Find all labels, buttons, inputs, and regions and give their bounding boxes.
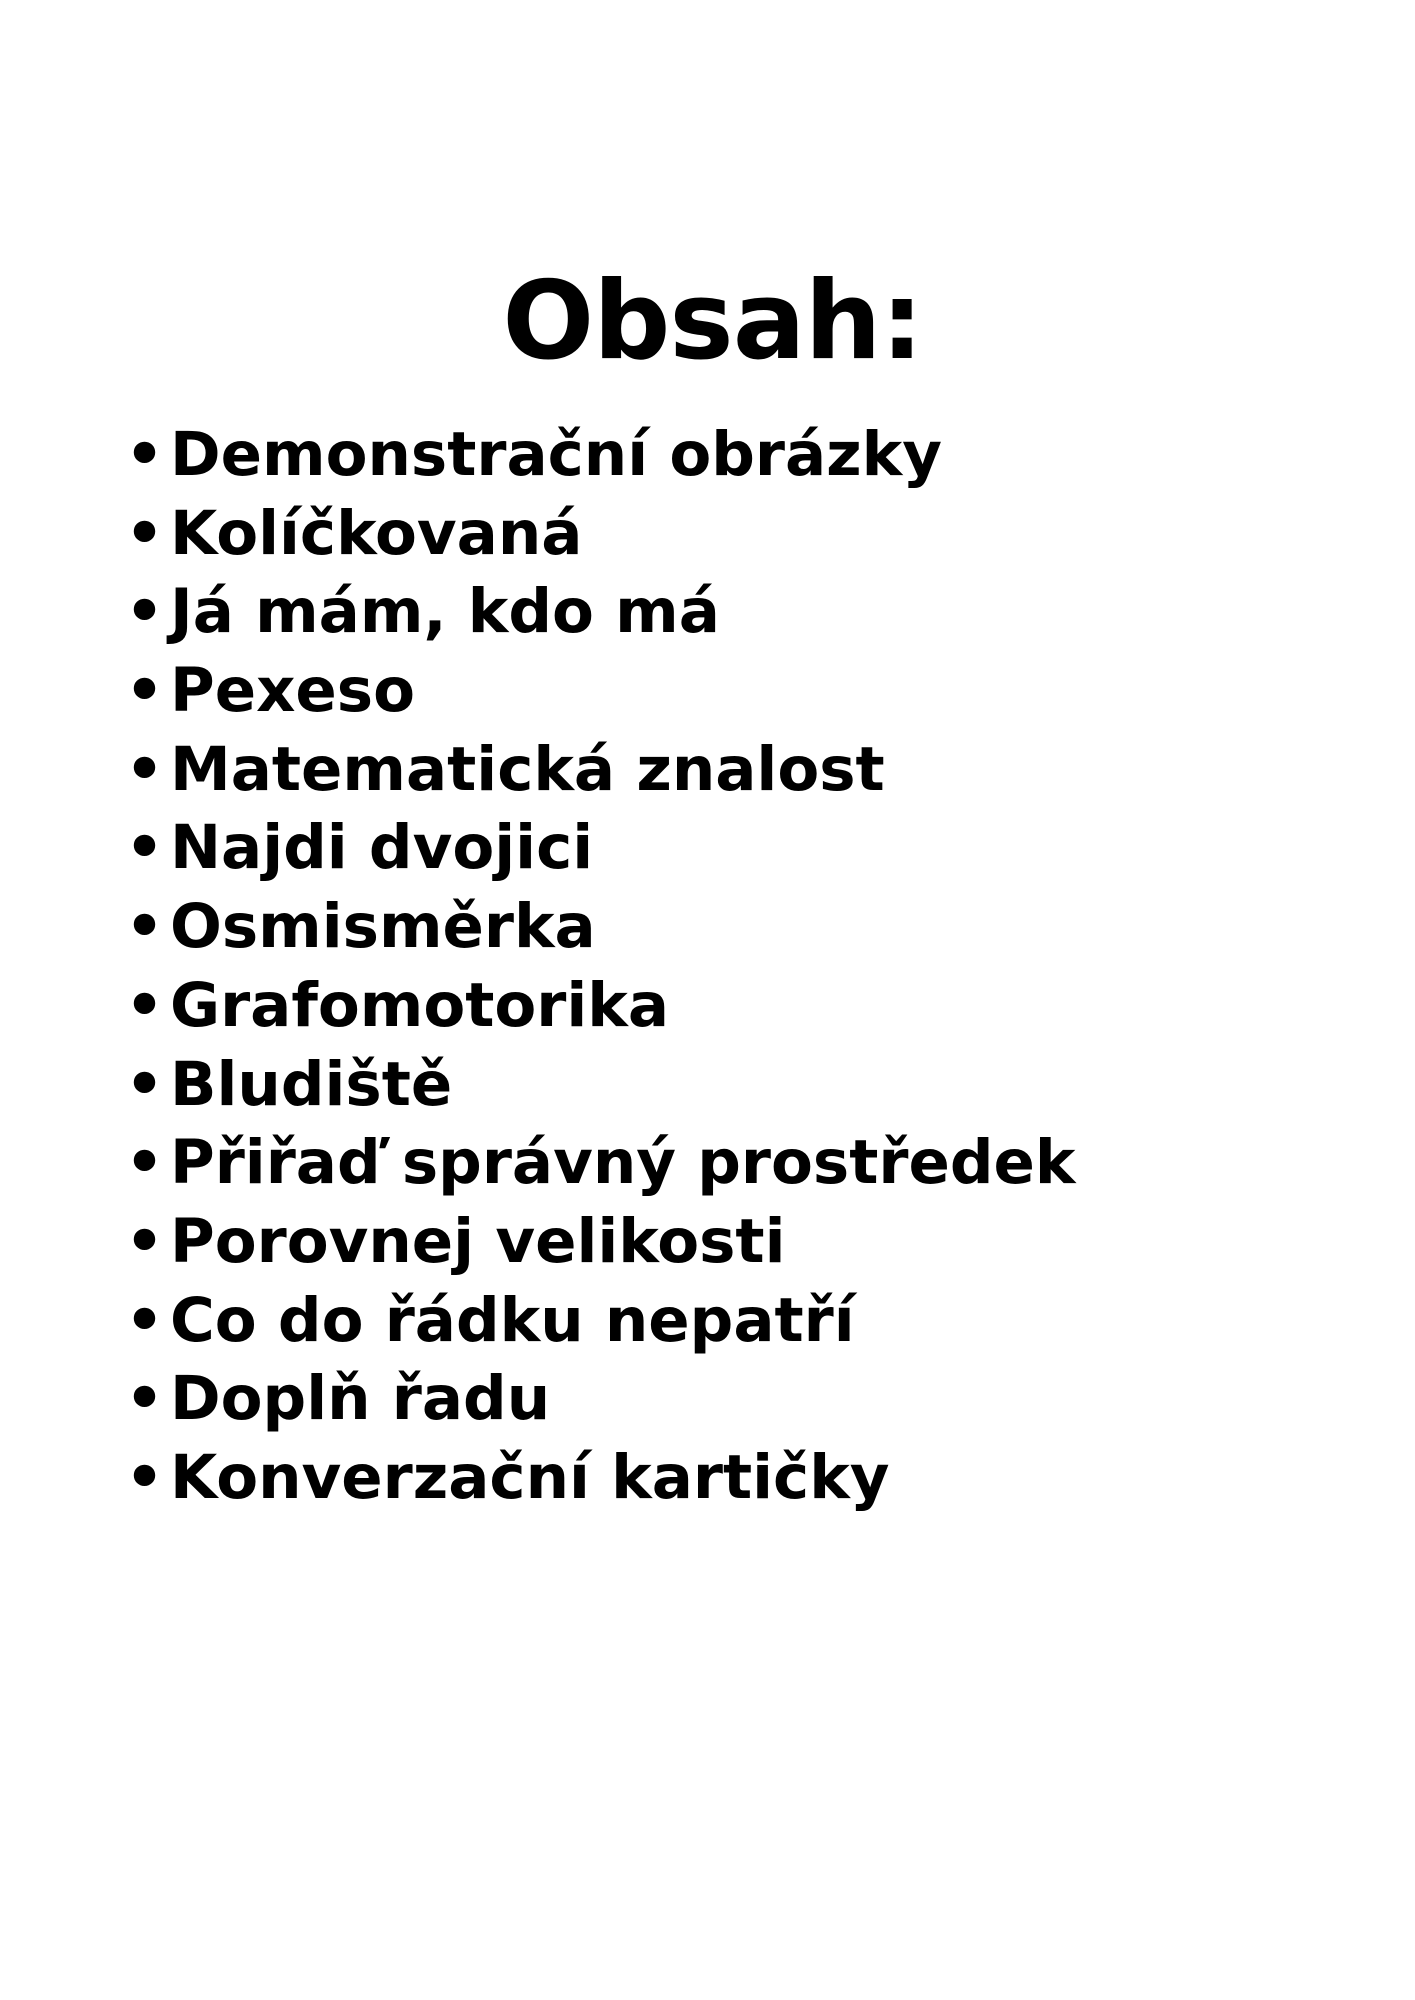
table-of-contents-list [0, 376, 1415, 1518]
list-item-label: Doplň řadu [170, 1363, 551, 1435]
bullet-icon: • [125, 576, 164, 648]
bullet-icon: • [125, 419, 164, 490]
list-item [125, 416, 1415, 495]
bullet-icon: • [125, 969, 164, 1041]
list-item [125, 809, 1415, 888]
bullet-icon: • [125, 497, 164, 569]
list-item-label: Já mám, kdo má [170, 576, 720, 648]
bullet-icon: • [125, 1363, 164, 1435]
bullet-icon: • [125, 812, 164, 884]
list-item-label: Kolíčkovaná [170, 497, 583, 569]
list-item-label: Pexeso [170, 655, 416, 727]
list-item [125, 1203, 1415, 1282]
list-item [125, 652, 1415, 731]
list-item [125, 731, 1415, 810]
list-item-label: Porovnej velikosti [170, 1205, 786, 1277]
bullet-icon: • [125, 1127, 164, 1199]
list-item-label: Konverzační kartičky [170, 1441, 890, 1513]
list-item [125, 967, 1415, 1046]
list-item-label: Najdi dvojici [170, 812, 594, 884]
list-item [125, 1360, 1415, 1439]
bullet-icon: • [125, 891, 164, 963]
bullet-icon: • [125, 733, 164, 805]
list-item-label: Co do řádku nepatří [170, 1284, 855, 1356]
list-item [125, 1282, 1415, 1361]
list-item-label: Osmisměrka [170, 891, 596, 963]
bullet-icon: • [125, 1284, 164, 1356]
list-item [125, 495, 1415, 574]
list-item-label: Bludiště [170, 1048, 453, 1120]
list-item [125, 888, 1415, 967]
list-item-label: Matematická znalost [170, 733, 885, 805]
list-item [125, 1124, 1415, 1203]
list-item-label: Grafomotorika [170, 969, 670, 1041]
list-item-label: Demonstrační obrázky [170, 419, 943, 490]
list-item [125, 1046, 1415, 1125]
list-item [125, 573, 1415, 652]
page-title: Obsah: [502, 259, 923, 384]
list-item-label: Přiřaď správný prostředek [170, 1127, 1076, 1199]
list-item [125, 1439, 1415, 1518]
bullet-icon: • [125, 655, 164, 727]
bullet-icon: • [125, 1441, 164, 1513]
bullet-icon: • [125, 1205, 164, 1277]
bullet-icon: • [125, 1048, 164, 1120]
